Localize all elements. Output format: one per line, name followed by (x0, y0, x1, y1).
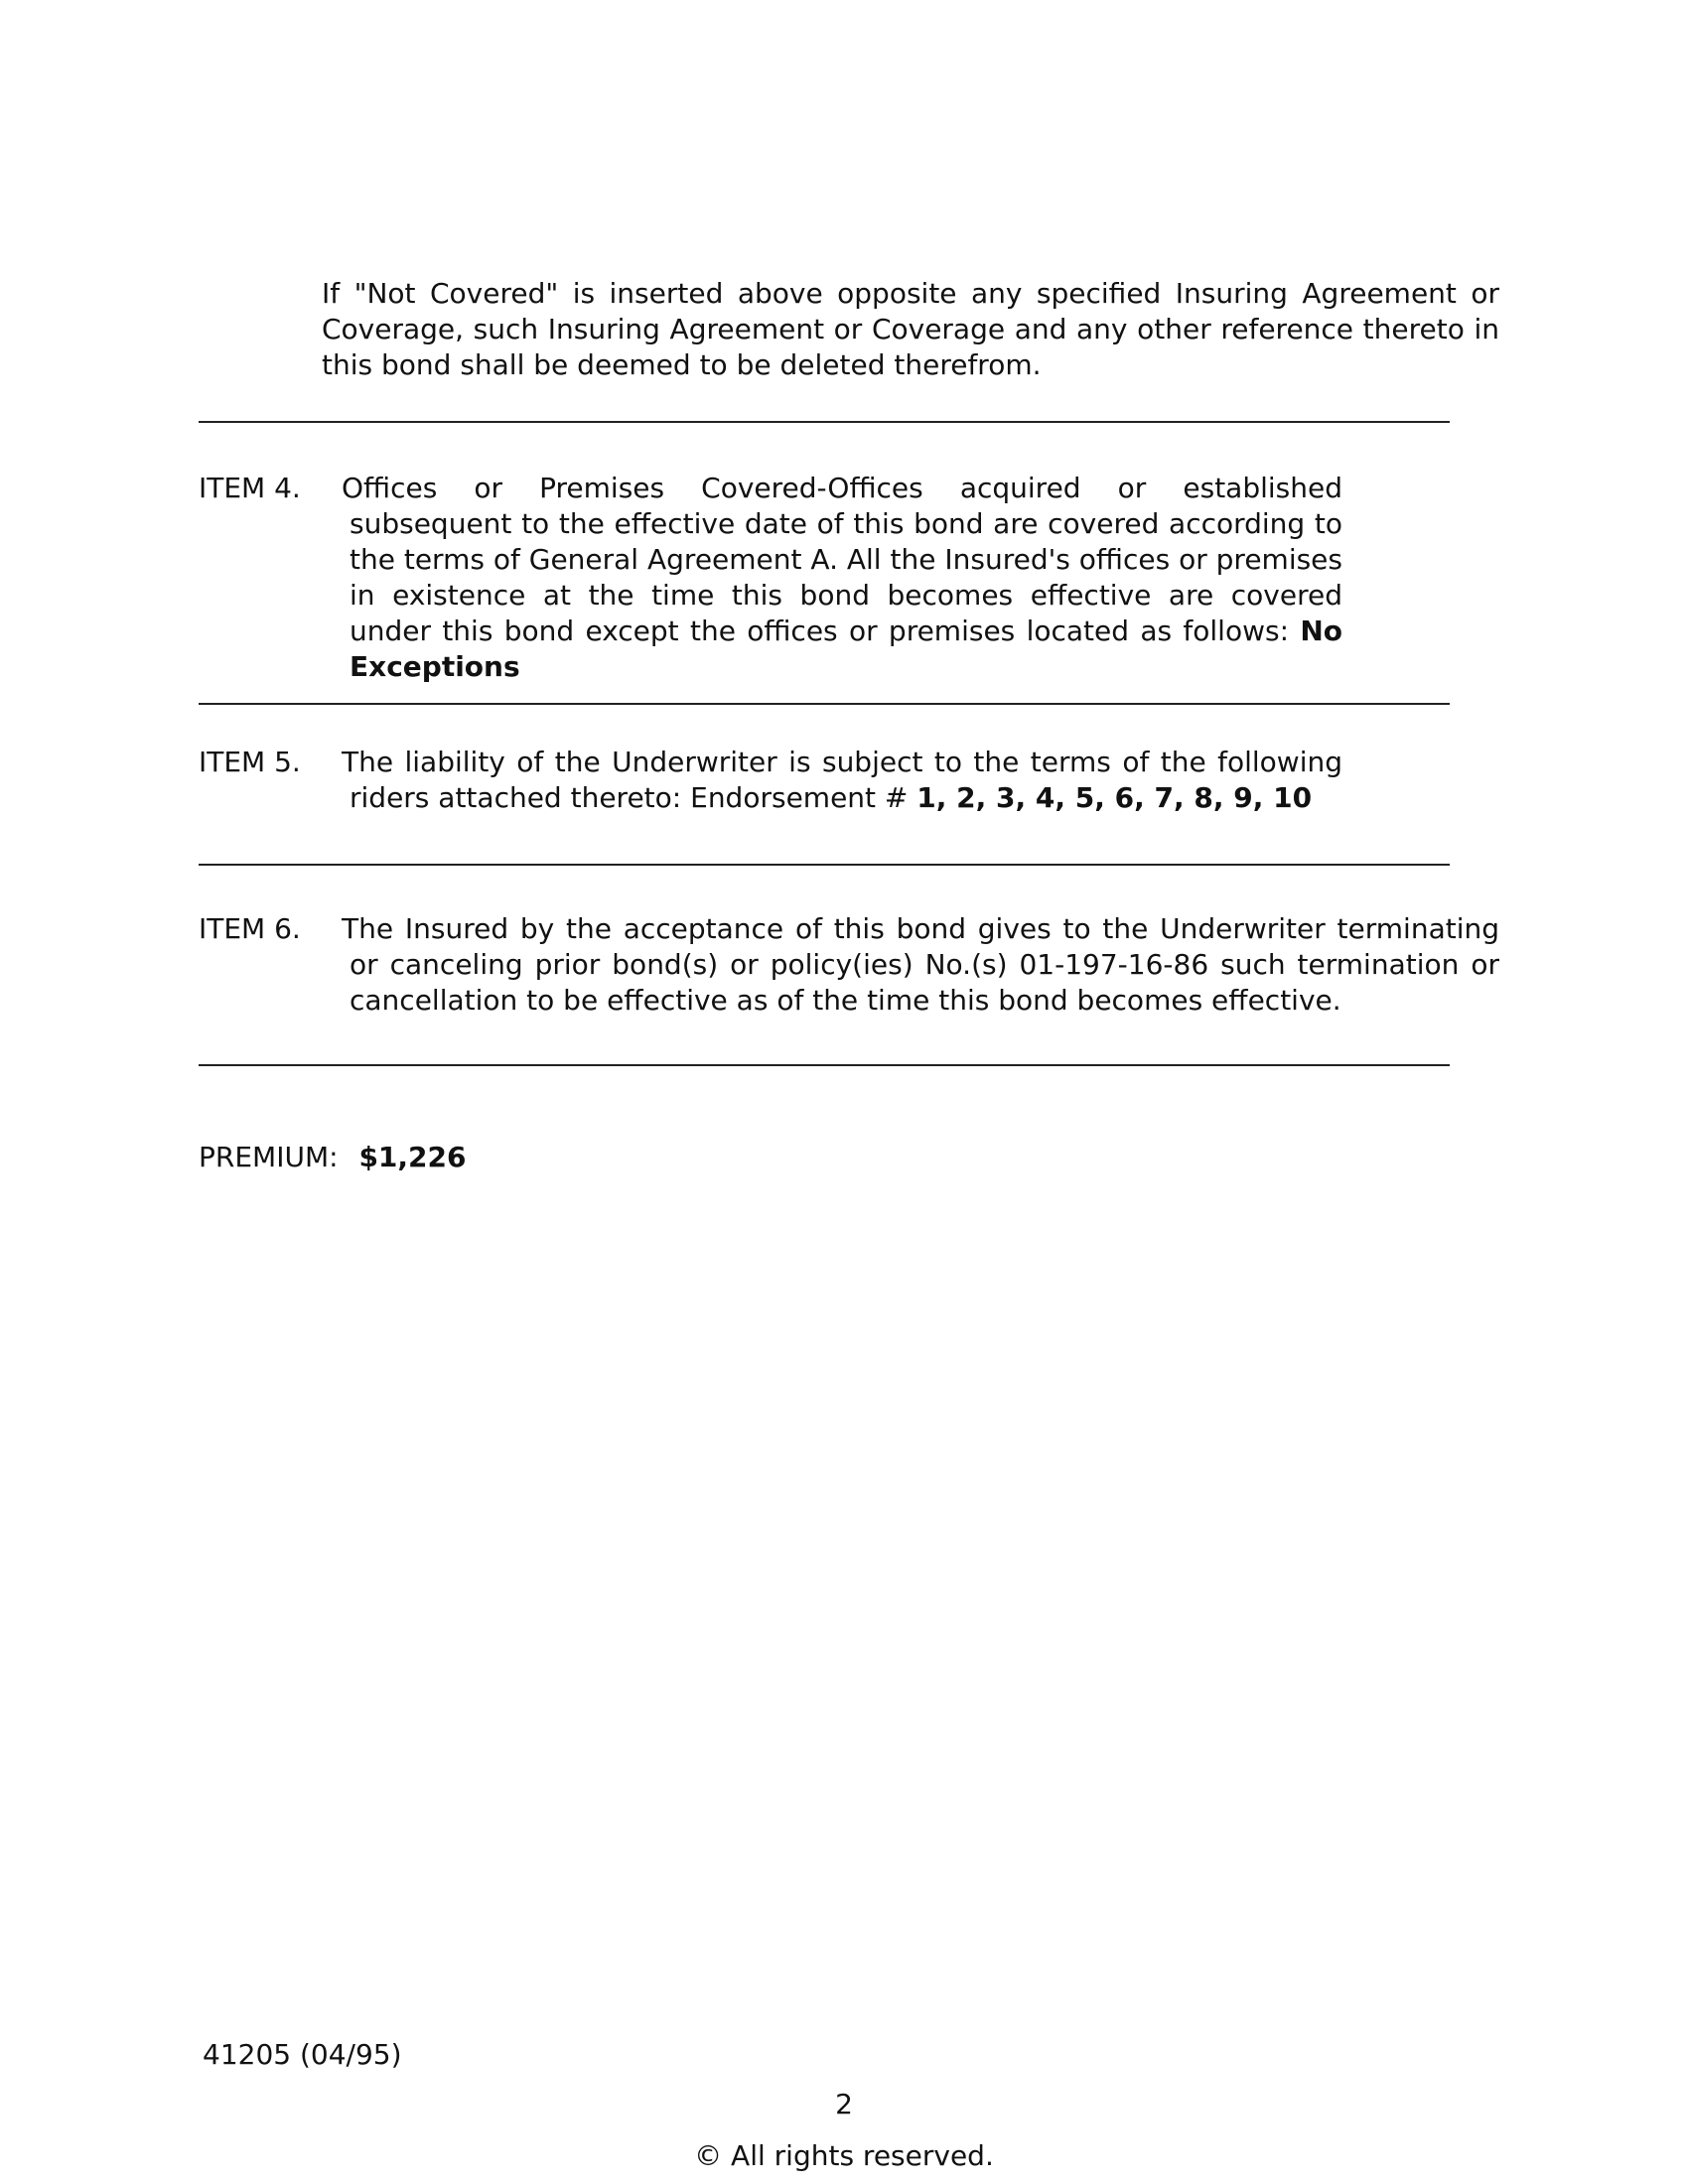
form-number: 41205 (04/95) (203, 2038, 402, 2071)
item-6-label: ITEM 6. (199, 912, 301, 945)
item-5-endorsements: 1, 2, 3, 4, 5, 6, 7, 8, 9, 10 (916, 781, 1313, 814)
premium-line (199, 1140, 467, 1175)
not-covered-note: If "Not Covered" is inserted above opposite any specified Insuring Agreement or Coverage, such Insuring Agreement or Coverage and any other reference thereto in this bond shall be deemed to be deleted therefrom. (322, 277, 1499, 381)
item-6 (199, 911, 1499, 1019)
item-6-body (342, 911, 1499, 1019)
copyright-notice: © All rights reserved. (694, 2139, 994, 2172)
section-divider (199, 703, 1450, 705)
premium-label: PREMIUM: (199, 1141, 339, 1173)
premium-amount: $1,226 (358, 1141, 467, 1173)
item-5-label: ITEM 5. (199, 746, 301, 778)
item-6-text: The Insured by the acceptance of this bond gives to the Underwriter terminating or canceling prior bond(s) or policy(ies) No.(s) 01-197-16-86 such termination or cancellation to be effective as of the time this bond becomes effective. (342, 912, 1499, 1017)
item-4-exception: No Exceptions (350, 614, 1343, 683)
item-4-label: ITEM 4. (199, 472, 301, 504)
section-divider (199, 864, 1450, 866)
item-4-body (342, 471, 1342, 685)
section-divider (199, 421, 1450, 423)
item-4-text: Offices or Premises Covered-Offices acquired or established subsequent to the effective date of this bond are covered according to the terms of General Agreement A. All the Insured's offices or premises in existence at the time this bond becomes effective are covered under this bond except the offices or premises located as follows: (342, 472, 1342, 647)
page-number: 2 (835, 2088, 853, 2120)
item-5-text: The liability of the Underwriter is subject to the terms of the following riders attached thereto: Endorsement # (342, 746, 1342, 814)
section-divider (199, 1064, 1450, 1066)
item-4 (199, 471, 1499, 685)
item-5 (199, 745, 1499, 816)
item-5-body (342, 745, 1342, 816)
